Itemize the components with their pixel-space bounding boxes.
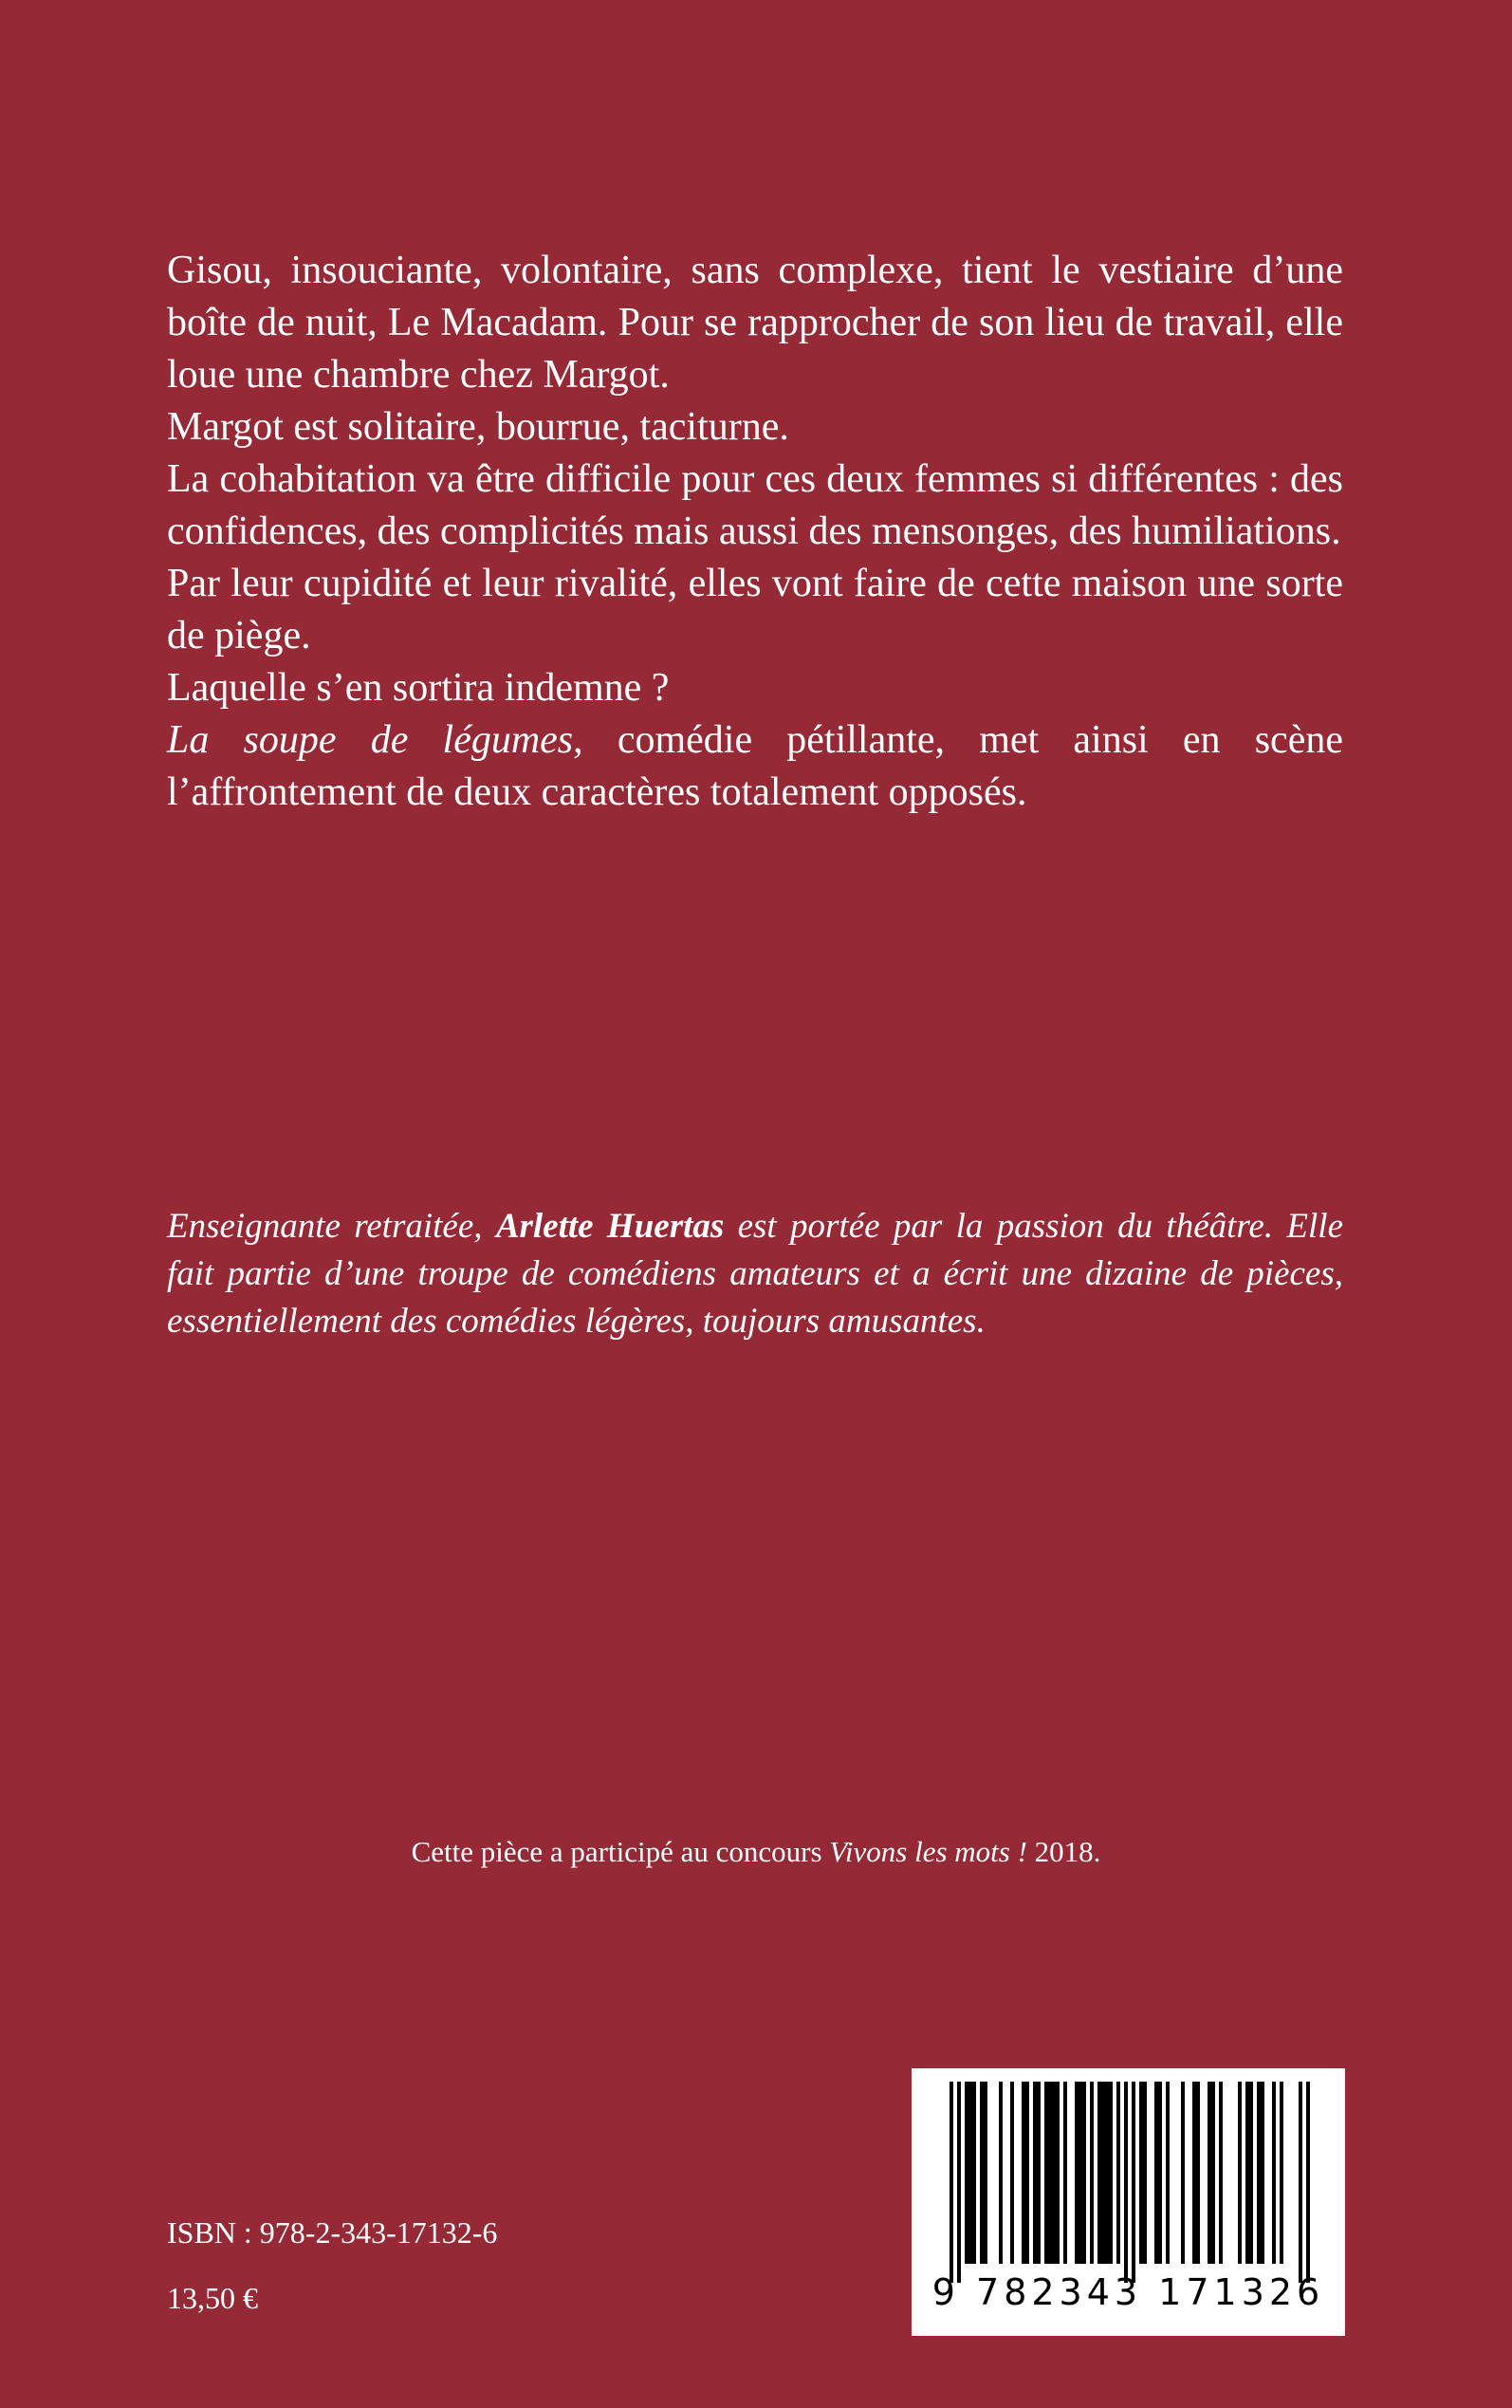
- synopsis-paragraph: Gisou, insouciante, volontaire, sans complexe, tient le vestiaire d’une boîte de nuit, Le Macadam. Pour se rapprocher de son lieu de travail, elle loue une chambre chez Margot.: [167, 249, 1343, 397]
- barcode-digits: 9 782343 171326: [931, 2271, 1325, 2313]
- barcode-bar: [1261, 2082, 1264, 2264]
- contest-note: [0, 1833, 1512, 1871]
- author-bio: [167, 1203, 1343, 1345]
- barcode-bar: [1025, 2082, 1029, 2264]
- barcode-bar: [1082, 2082, 1086, 2264]
- barcode-bar: [1101, 2082, 1105, 2264]
- barcode-bar: [1097, 2082, 1101, 2264]
- barcode-bar: [1052, 2082, 1056, 2264]
- synopsis-paragraph: Margot est solitaire, bourrue, taciturne.: [167, 405, 789, 449]
- barcode-bar: [1166, 2082, 1170, 2264]
- barcode-bar: [957, 2082, 961, 2283]
- barcode-bar: [1208, 2082, 1211, 2264]
- barcode-bar: [1306, 2082, 1310, 2283]
- author-bio-text: est portée par la passion du théâtre. Elle fait partie d’une troupe de comédiens amateurs et a écrit une dizaine de pièces, essentiellement des comédies légères, toujours amusantes.: [167, 1207, 1343, 1341]
- synopsis-paragraph: Par leur cupidité et leur rivalité, elles vont faire de cette maison une sorte de piège.: [167, 562, 1343, 658]
- barcode-bar: [1245, 2082, 1249, 2264]
- barcode-bar: [972, 2082, 976, 2264]
- barcode-bar: [1075, 2082, 1079, 2264]
- barcode-bar: [968, 2082, 972, 2264]
- barcode-bar: [1257, 2082, 1261, 2264]
- barcode-bar: [1116, 2082, 1120, 2264]
- isbn: ISBN : 978-2-343-17132-6: [167, 2215, 498, 2250]
- barcode-bar: [980, 2082, 984, 2264]
- barcode-bar: [1219, 2082, 1223, 2264]
- barcode-bar: [1033, 2082, 1037, 2264]
- barcode-bar: [1132, 2082, 1135, 2283]
- play-title: La soupe de légumes: [167, 718, 574, 762]
- barcode-bar: [965, 2082, 968, 2264]
- synopsis-closing-text: , comédie pétillante, met ainsi en scène l’affrontement de deux caractères totalement opposés.: [167, 718, 1343, 814]
- barcode-bar: [1109, 2082, 1113, 2264]
- barcode-bar: [1139, 2082, 1143, 2264]
- barcode-bar: [1079, 2082, 1082, 2264]
- synopsis-paragraph: La cohabitation va être difficile pour ces deux femmes si différentes : des confidences, des complicités mais aussi des mensonges, des humiliations.: [167, 457, 1343, 553]
- barcode-bar: [999, 2082, 1003, 2264]
- barcode-bar: [1192, 2082, 1196, 2264]
- barcode-bar: [1158, 2082, 1162, 2264]
- synopsis: [167, 245, 1343, 819]
- contest-year: 2018.: [1026, 1835, 1101, 1868]
- barcode-bar: [1238, 2082, 1242, 2264]
- barcode-bar: [1010, 2082, 1014, 2264]
- barcode-bar: [1105, 2082, 1109, 2264]
- barcode-bar: [1022, 2082, 1025, 2264]
- barcode-bar: [1048, 2082, 1052, 2264]
- barcode-bar: [1044, 2082, 1048, 2264]
- barcode-bar: [1249, 2082, 1253, 2264]
- synopsis-paragraph-last: [167, 714, 1343, 819]
- barcode-bar: [1181, 2082, 1185, 2264]
- barcode-bar: [1299, 2082, 1302, 2283]
- synopsis-paragraph: Laquelle s’en sortira indemne ?: [167, 666, 670, 710]
- barcode-bar: [1143, 2082, 1147, 2264]
- barcode-bar: [1154, 2082, 1158, 2264]
- barcode-bar: [1272, 2082, 1276, 2264]
- barcode-bar: [1090, 2082, 1094, 2264]
- barcode-bar: [950, 2082, 953, 2283]
- barcode-bar: [1196, 2082, 1200, 2264]
- contest-note-intro: Cette pièce a participé au concours: [411, 1835, 830, 1868]
- barcode-bar: [1056, 2082, 1060, 2264]
- author-name: Arlette Huertas: [495, 1207, 725, 1246]
- barcode-bar: [1211, 2082, 1215, 2264]
- author-bio-intro: Enseignante retraitée,: [167, 1207, 496, 1246]
- contest-name: Vivons les mots !: [829, 1835, 1027, 1868]
- price: 13,50 €: [167, 2281, 258, 2315]
- barcode-bar: [1280, 2082, 1283, 2264]
- barcode-bar: [984, 2082, 987, 2264]
- barcode: [912, 2068, 1345, 2336]
- barcode-bar: [1063, 2082, 1067, 2264]
- barcode-bar: [1037, 2082, 1041, 2264]
- barcode-bar: [1124, 2082, 1128, 2283]
